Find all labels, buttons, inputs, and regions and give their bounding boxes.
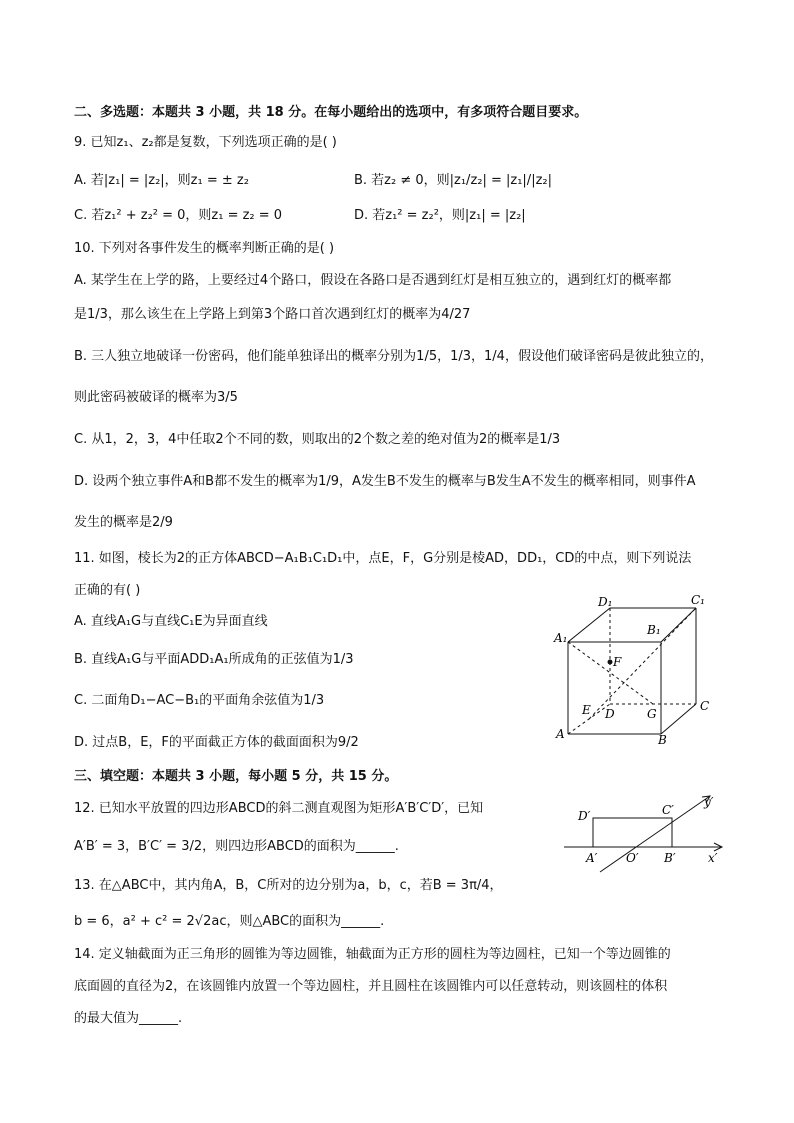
label-b: B xyxy=(658,733,667,747)
q10-option-b-line1: B. 三人独立地破译一份密码，他们能单独译出的概率分别为1/5，1/3，1/4，假设他们破译密码是彼此独立的， xyxy=(74,349,713,364)
section-3-heading: 三、填空题：本题共 3 小题，每小题 5 分，共 15 分。 xyxy=(74,769,398,784)
label-y-prime: y′ xyxy=(704,795,714,809)
label-x-prime: x′ xyxy=(708,851,718,865)
q12-line2: A′B′ = 3，B′C′ = 3/2，则四边形ABCD的面积为______. xyxy=(74,839,399,854)
label-o-prime: O′ xyxy=(626,851,639,865)
q11-option-c: C. 二面角D₁−AC−B₁的平面角余弦值为1/3 xyxy=(74,693,325,708)
q10-option-c: C. 从1，2，3，4中任取2个不同的数，则取出的2个数之差的绝对值为2的概率是1/3 xyxy=(74,432,561,447)
q11-stem-line1: 11. 如图，棱长为2的正方体ABCD−A₁B₁C₁D₁中，点E，F，G分别是棱AD，DD₁，CD的中点，则下列说法 xyxy=(74,551,692,566)
q9-stem: 9. 已知z₁、z₂都是复数，下列选项正确的是( ) xyxy=(74,135,337,150)
label-d-prime: D′ xyxy=(578,809,591,823)
q14-line3: 的最大值为______. xyxy=(74,1011,183,1026)
q10-option-d-line2: 发生的概率是2/9 xyxy=(74,515,173,530)
q13-line2: b = 6，a² + c² = 2√2ac，则△ABC的面积为______. xyxy=(74,914,385,929)
q11-option-b: B. 直线A₁G与平面ADD₁A₁所成角的正弦值为1/3 xyxy=(74,652,354,667)
q13-line1: 13. 在△ABC中，其内角A，B，C所对的边分别为a，b，c，若B = 3π/4， xyxy=(74,878,503,893)
section-2-heading: 二、多选题：本题共 3 小题，共 18 分。在每小题给出的选项中，有多项符合题目要求。 xyxy=(74,105,588,120)
label-b1: B₁ xyxy=(647,623,661,637)
point-f-dot xyxy=(608,660,613,665)
label-c1: C₁ xyxy=(691,593,705,607)
label-d: D xyxy=(605,707,615,721)
label-a1: A₁ xyxy=(554,631,568,645)
q10-option-a-line2: 是1/3，那么该生在上学路上到第3个路口首次遇到红灯的概率为4/27 xyxy=(74,307,471,322)
q9-option-a: A. 若|z₁| = |z₂|，则z₁ = ± z₂ xyxy=(74,173,249,188)
q12-line1: 12. 已知水平放置的四边形ABCD的斜二测直观图为矩形A′B′C′D′，已知 xyxy=(74,801,484,816)
q10-stem: 10. 下列对各事件发生的概率判断正确的是( ) xyxy=(74,241,335,256)
label-d1: D₁ xyxy=(598,595,613,609)
q9-option-d: D. 若z₁² = z₂²，则|z₁| = |z₂| xyxy=(354,208,526,223)
label-f: F xyxy=(613,655,622,669)
label-c-prime: C′ xyxy=(662,803,674,817)
q10-option-a-line1: A. 某学生在上学的路，上要经过4个路口，假设在各路口是否遇到红灯是相互独立的，遇到红灯的概率都 xyxy=(74,273,672,288)
q14-line2: 底面圆的直径为2，在该圆锥内放置一个等边圆柱，并且圆柱在该圆锥内可以任意转动，则该圆柱的体积 xyxy=(74,979,668,994)
q14-line1: 14. 定义轴截面为正三角形的圆锥为等边圆锥，轴截面为正方形的圆柱为等边圆柱，已知一个等边圆锥的 xyxy=(74,947,671,962)
q10-option-b-line2: 则此密码被破译的概率为3/5 xyxy=(74,390,238,405)
oblique-projection-figure xyxy=(560,790,730,874)
q10-option-d-line1: D. 设两个独立事件A和B都不发生的概率为1/9，A发生B不发生的概率与B发生A不发生的概率相同，则事件A xyxy=(74,474,696,489)
label-g: G xyxy=(647,707,657,721)
cube-figure xyxy=(548,592,728,752)
q9-option-b: B. 若z₂ ≠ 0，则|z₁/z₂| = |z₁|/|z₂| xyxy=(354,173,552,188)
label-a: A xyxy=(556,727,565,741)
label-e: E xyxy=(582,703,591,717)
q11-option-d: D. 过点B，E，F的平面截正方体的截面面积为9/2 xyxy=(74,735,359,750)
q9-option-c: C. 若z₁² + z₂² = 0，则z₁ = z₂ = 0 xyxy=(74,208,283,223)
label-b-prime: B′ xyxy=(664,851,676,865)
q11-stem-line2: 正确的有( ) xyxy=(74,583,141,598)
label-a-prime: A′ xyxy=(586,851,598,865)
label-c: C xyxy=(700,699,710,713)
q11-option-a: A. 直线A₁G与直线C₁E为异面直线 xyxy=(74,614,268,629)
